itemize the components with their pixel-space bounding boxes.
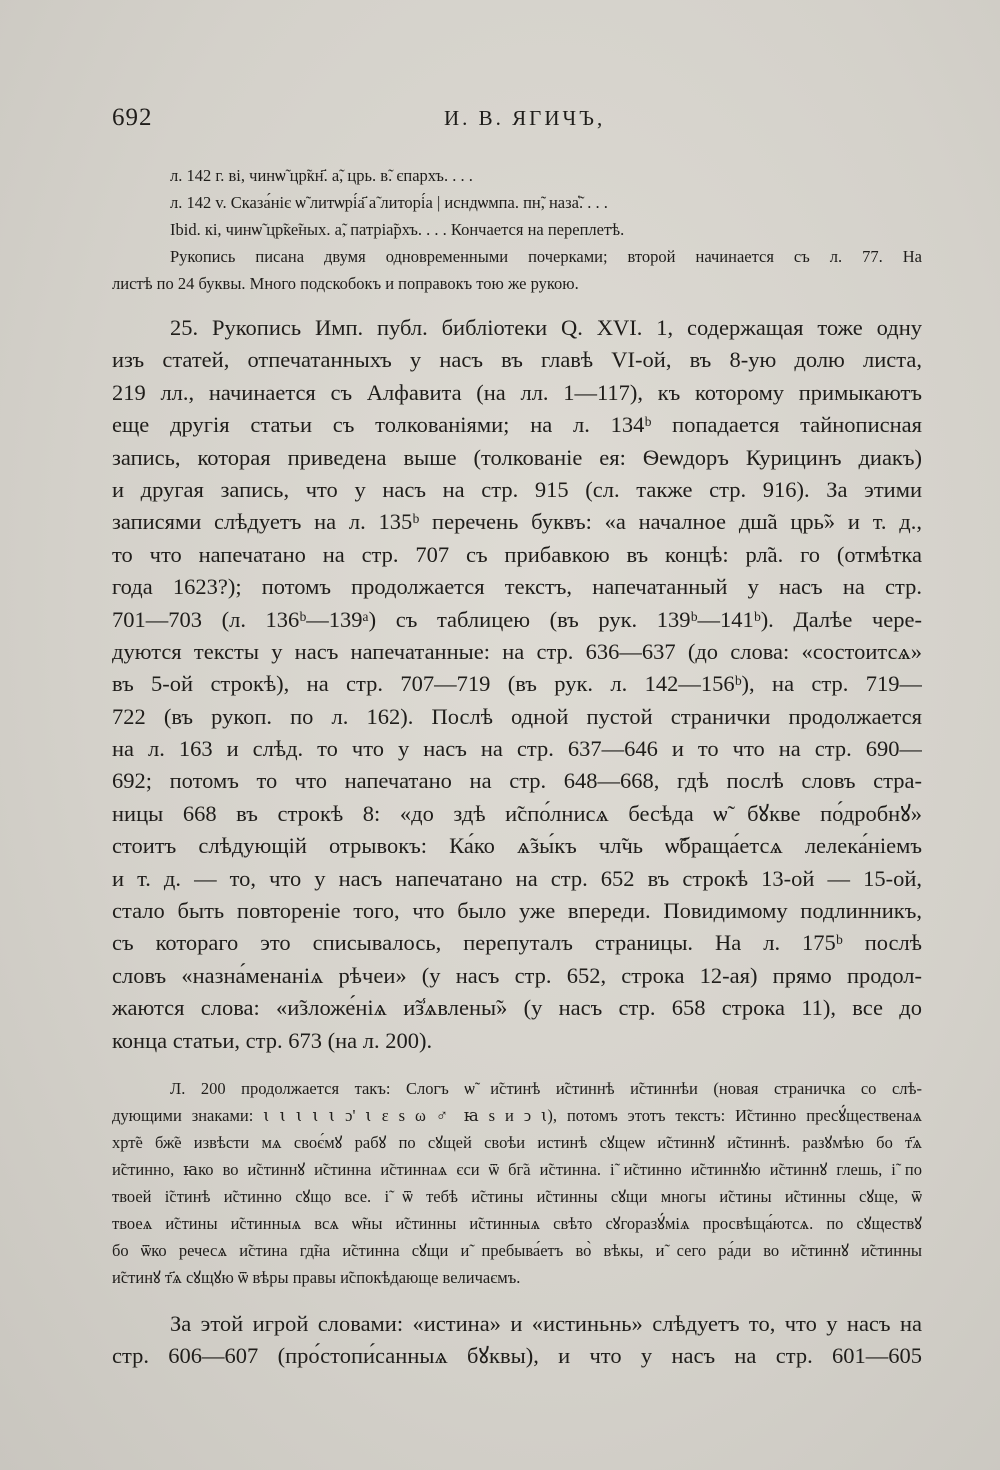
manuscript-description-note — [112, 243, 922, 297]
paragraph-line: ницы 668 въ строкѣ 8: «до здѣ и̃спо́лнисѧ бесѣда ѡ̃ бꙋкве по́дробнꙋ» — [112, 800, 922, 826]
paragraph-line: 25. Рукопись Имп. публ. библіотеки Q. XVI. 1, содержащая тоже одну — [170, 315, 922, 340]
paragraph-line: запись, которая приведена выше (толкованіе ея: Ѳеѡдоръ Курицинъ диакъ) — [112, 444, 922, 470]
page-number: 692 — [112, 104, 153, 131]
paragraph-line: съ котораго это списывалось, перепуталъ страницы. На л. 175ᵇ послѣ — [112, 930, 922, 956]
footnote-line: твоей і̃стинѣ и̃стинно сꙋщо все. і̃ ѿ тебѣ и̃стины и̃стинны сꙋщи многы и̃стины и̃стинны сꙋще, ѿ — [112, 1187, 922, 1206]
closing-paragraph — [112, 1308, 922, 1373]
paragraph-line: 701—703 (л. 136ᵇ—139ᵃ) съ таблицею (въ рук. 139ᵇ—141ᵇ). Далѣе чере- — [112, 606, 922, 632]
folio-note: л. 142 v. Сказа́ніє ѡ̃ литѡрі́а҃ а̃ литорі́а | исндѡмпа. пн̃, наза̃҅. . . . — [170, 193, 608, 212]
paragraph-line: изъ статей, отпечатанныхъ у насъ въ главѣ VI-ой, въ 8-ую долю листа, — [112, 347, 922, 373]
note-line: Рукопись писана двумя одновременными почерками; второй начинается съ л. 77. На — [170, 247, 922, 266]
paragraph-line: въ 5-ой строкѣ), на стр. 707—719 (въ рук. л. 142—156ᵇ), на стр. 719— — [112, 671, 922, 697]
paragraph-line: конца статьи, стр. 673 (на л. 200). — [112, 1027, 433, 1053]
footnote-line: Л. 200 продолжается такъ: Слогъ ѡ̃ и̃стинѣ и̃стиннѣ и̃стиннѣи (новая страничка со слѣ- — [170, 1079, 922, 1098]
footnote-line: и̃стинꙋ т҃ѧ сꙋщꙋю ѿ вѣры правы и̃спокѣдающе величаємъ. — [112, 1268, 521, 1287]
paragraph-line: стр. 606—607 (про́стопи́санныѧ бꙋквы), и что у насъ на стр. 601—605 — [112, 1343, 922, 1369]
folio-note: Ibid. кі, чинѡ̃ цр̃ке̃ных. а̃, патріа̃рхъ. . . . Кончается на переплетѣ. — [170, 220, 625, 239]
paragraph-line: и т. д. — то, что у насъ напечатано на стр. 652 въ строкѣ 13-ой — 15-ой, — [112, 865, 922, 891]
paragraph-line: За этой игрой словами: «истина» и «истиньнь» слѣдуетъ то, что у насъ на — [170, 1311, 922, 1336]
paragraph-line: еще другія статьи съ толкованіями; на л. 134ᵇ попадается тайнописная — [112, 412, 922, 438]
paragraph-line: стало быть повтореніе того, что было уже впереди. Повидимому подлинникъ, — [112, 898, 922, 924]
paragraph-line: 692; потомъ то что напечатано на стр. 648—668, гдѣ послѣ словъ стра- — [112, 768, 922, 794]
paragraph-line: дуются тексты у насъ напечатанные: на стр. 636—637 (до слова: «состоитсѧ» — [112, 638, 922, 664]
page-header — [112, 104, 922, 138]
footnote-line: бо ѿко речесѧ и̃стина гд̃на и̃стинна сꙋщи и̃ пребыва́етъ во̀ вѣкы, и̃ сего ра́ди во и̃стиннꙋ и̃стинны — [112, 1241, 922, 1260]
running-head: И. В. ЯГИЧЪ, — [444, 106, 606, 130]
footnote-line: твоеѧ и̃стины и̃стинныѧ всѧ ѡ̃ны и̃стинны и̃стинныѧ свѣто сꙋгоразꙋ́міѧ просвѣща́ютсѧ. по сꙋществꙋ — [112, 1214, 922, 1233]
footnote-line: и̃стинно, ꙗко во и̃стиннꙋ и̃стинна и̃стиннаѧ єси ѿ бг̃а и̃стинна. і̃ и̃стинно и̃стиннꙋю и̃стиннꙋ глешь, і̃ по — [112, 1160, 922, 1179]
paragraph-line: жаются слова: «и̃зложе́ніѧ и̃з̾ѧвлены̃» (у насъ стр. 658 строка 11), все до — [112, 995, 922, 1021]
paragraph-line: словъ «назна́менаніѧ рѣчеи» (у насъ стр. 652, строка 12-ая) прямо продол- — [112, 962, 922, 988]
footnote-block — [112, 1075, 922, 1291]
footnote-line: дующими знаками: ꙇ ꙇ ꙇ ꙇ ꙇ ɔ' ꙇ ɛ ѕ ω ♂ ꙗ ѕ и ↄ ꙇ), потомъ этотъ текстъ: И̃стинно пресꙋ́щественаѧ — [112, 1106, 922, 1125]
paragraph-line: стоитъ слѣдующій отрывокъ: Ка́ко ѧ̃зы́къ чл̃чь ѡ̃браща́етсѧ лелека́ніемъ — [112, 833, 922, 859]
paragraph-line: записями слѣдуетъ на л. 135ᵇ перечень буквъ: «а началное дш̃а црь̃» и т. д., — [112, 509, 922, 535]
paragraph-line: то что напечатано на стр. 707 съ прибавкою въ концѣ: рл̃а. го (отмѣтка — [112, 541, 922, 567]
paragraph-line: и другая запись, что у насъ на стр. 915 (сл. также стр. 916). За этими — [112, 476, 922, 502]
paragraph-line: на л. 163 и слѣд. то что у насъ на стр. 637—646 и то что на стр. 690— — [112, 736, 922, 762]
paragraph-line: 722 (въ рукоп. по л. 162). Послѣ одной пустой странички продолжается — [112, 703, 922, 729]
footnote-line: хрт̃е бж̃е извѣсти мѧ своє́мꙋ рабꙋ по сꙋщей своѣи истинѣ сꙋщеѡ и̃стиннꙋ и̃стиннѣ. разꙋмѣю бо т҃ѧ — [112, 1133, 922, 1152]
paragraph-line: 219 лл., начинается съ Алфавита (на лл. 1—117), къ которому примыкаютъ — [112, 379, 922, 405]
note-line: листѣ по 24 буквы. Много подскобокъ и поправокъ тою же рукою. — [112, 274, 579, 293]
main-paragraph — [112, 312, 922, 1057]
manuscript-folio-notes — [170, 162, 922, 243]
paragraph-line: года 1623?); потомъ продолжается текстъ, напечатанный у насъ на стр. — [112, 574, 922, 600]
folio-note: л. 142 г. ві, чинѡ̃ цр̃кн҃. а̃, црь. в̃. єпархъ. . . . — [170, 166, 473, 185]
